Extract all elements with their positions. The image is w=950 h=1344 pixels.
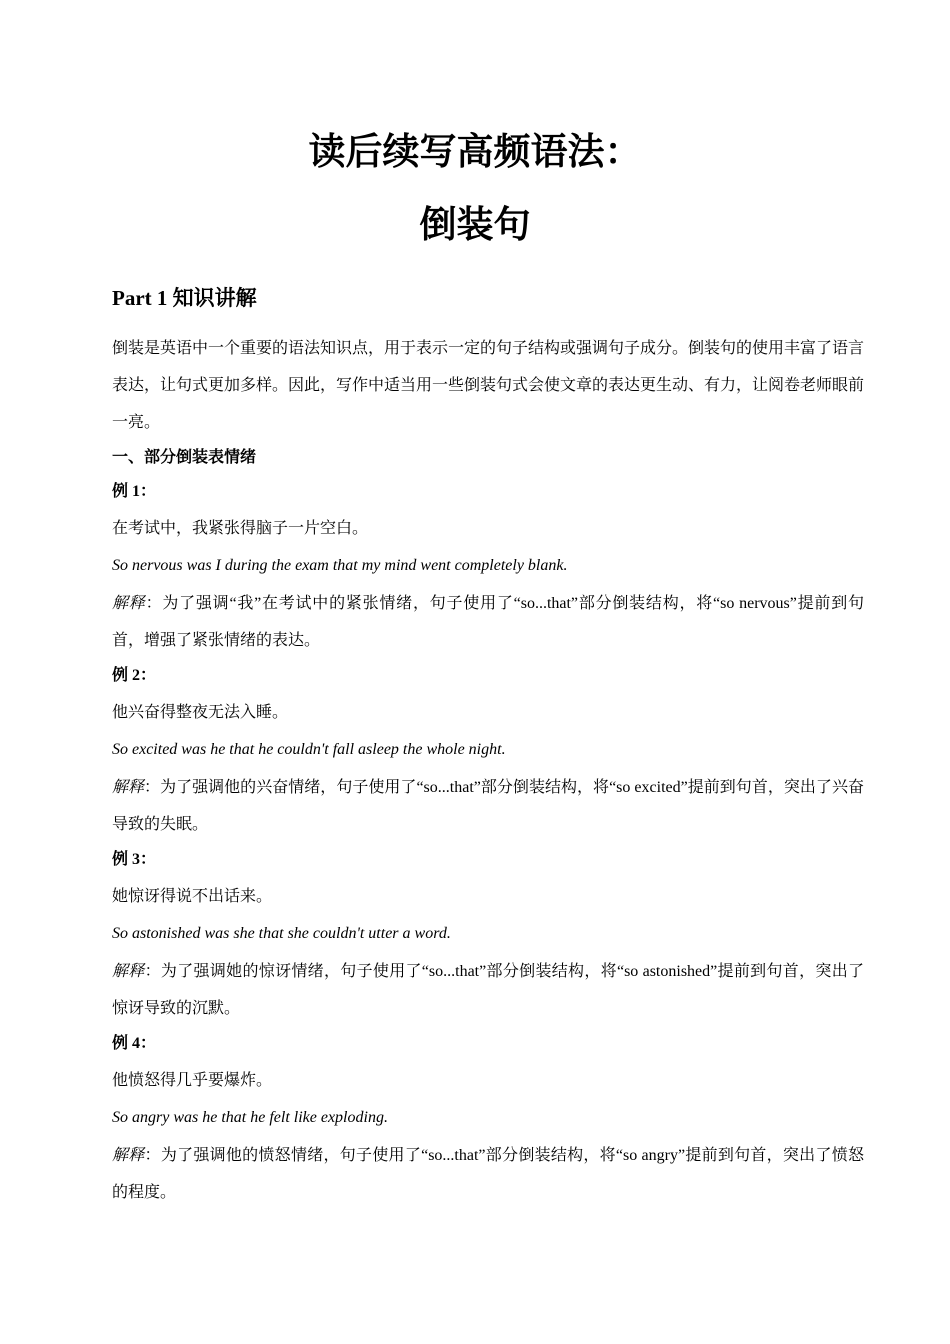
example-chinese: 他愤怒得几乎要爆炸。 [112, 1072, 273, 1089]
intro-paragraph: 倒装是英语中一个重要的语法知识点，用于表示一定的句子结构或强调句子成分。倒装句的使用丰富了语言表达，让句式更加多样。因此，写作中适当用一些倒装句式会使文章的表达更生动、有力，让阅卷老师眼前一亮。 [112, 340, 865, 431]
example-english: So angry was he that he felt like exploding. [112, 1109, 388, 1126]
explanation-label: 解释 [112, 963, 145, 980]
example-label: 例 1： [112, 483, 157, 500]
example-explanation [112, 769, 864, 843]
example-explanation [112, 953, 864, 1027]
example-label: 例 2： [112, 667, 157, 684]
explanation-label: 解释 [112, 595, 146, 612]
section-heading: 一、部分倒装表情绪 [112, 449, 257, 466]
part-heading: Part 1 知识讲解 [112, 286, 257, 310]
explanation-label: 解释 [112, 1147, 145, 1164]
example-chinese: 她惊讶得说不出话来。 [112, 888, 273, 905]
example-label: 例 4： [112, 1035, 157, 1052]
example-chinese: 他兴奋得整夜无法入睡。 [112, 704, 289, 721]
example-english: So nervous was I during the exam that my mind went completely blank. [112, 557, 568, 574]
example-explanation [112, 1137, 864, 1211]
explanation-text: ：为了强调她的惊讶情绪，句子使用了“so...that”部分倒装结构，将“so astonished”提前到句首，突出了惊讶导致的沉默。 [112, 963, 864, 1017]
explanation-text: ：为了强调他的兴奋情绪，句子使用了“so...that”部分倒装结构，将“so excited”提前到句首，突出了兴奋导致的失眠。 [112, 779, 864, 833]
example-english: So excited was he that he couldn't fall asleep the whole night. [112, 741, 506, 758]
document-title-line1: 读后续写高频语法： [308, 132, 642, 173]
example-english: So astonished was she that she couldn't utter a word. [112, 925, 451, 942]
explanation-text: ：为了强调他的愤怒情绪，句子使用了“so...that”部分倒装结构，将“so angry”提前到句首，突出了愤怒的程度。 [112, 1147, 864, 1201]
document-title-line2: 倒装句 [419, 205, 531, 246]
explanation-text: ：为了强调“我”在考试中的紧张情绪，句子使用了“so...that”部分倒装结构，将“so nervous”提前到句首，增强了紧张情绪的表达。 [112, 595, 864, 649]
example-chinese: 在考试中，我紧张得脑子一片空白。 [112, 520, 369, 537]
example-label: 例 3： [112, 851, 157, 868]
example-explanation [112, 585, 864, 659]
explanation-label: 解释 [112, 779, 145, 796]
